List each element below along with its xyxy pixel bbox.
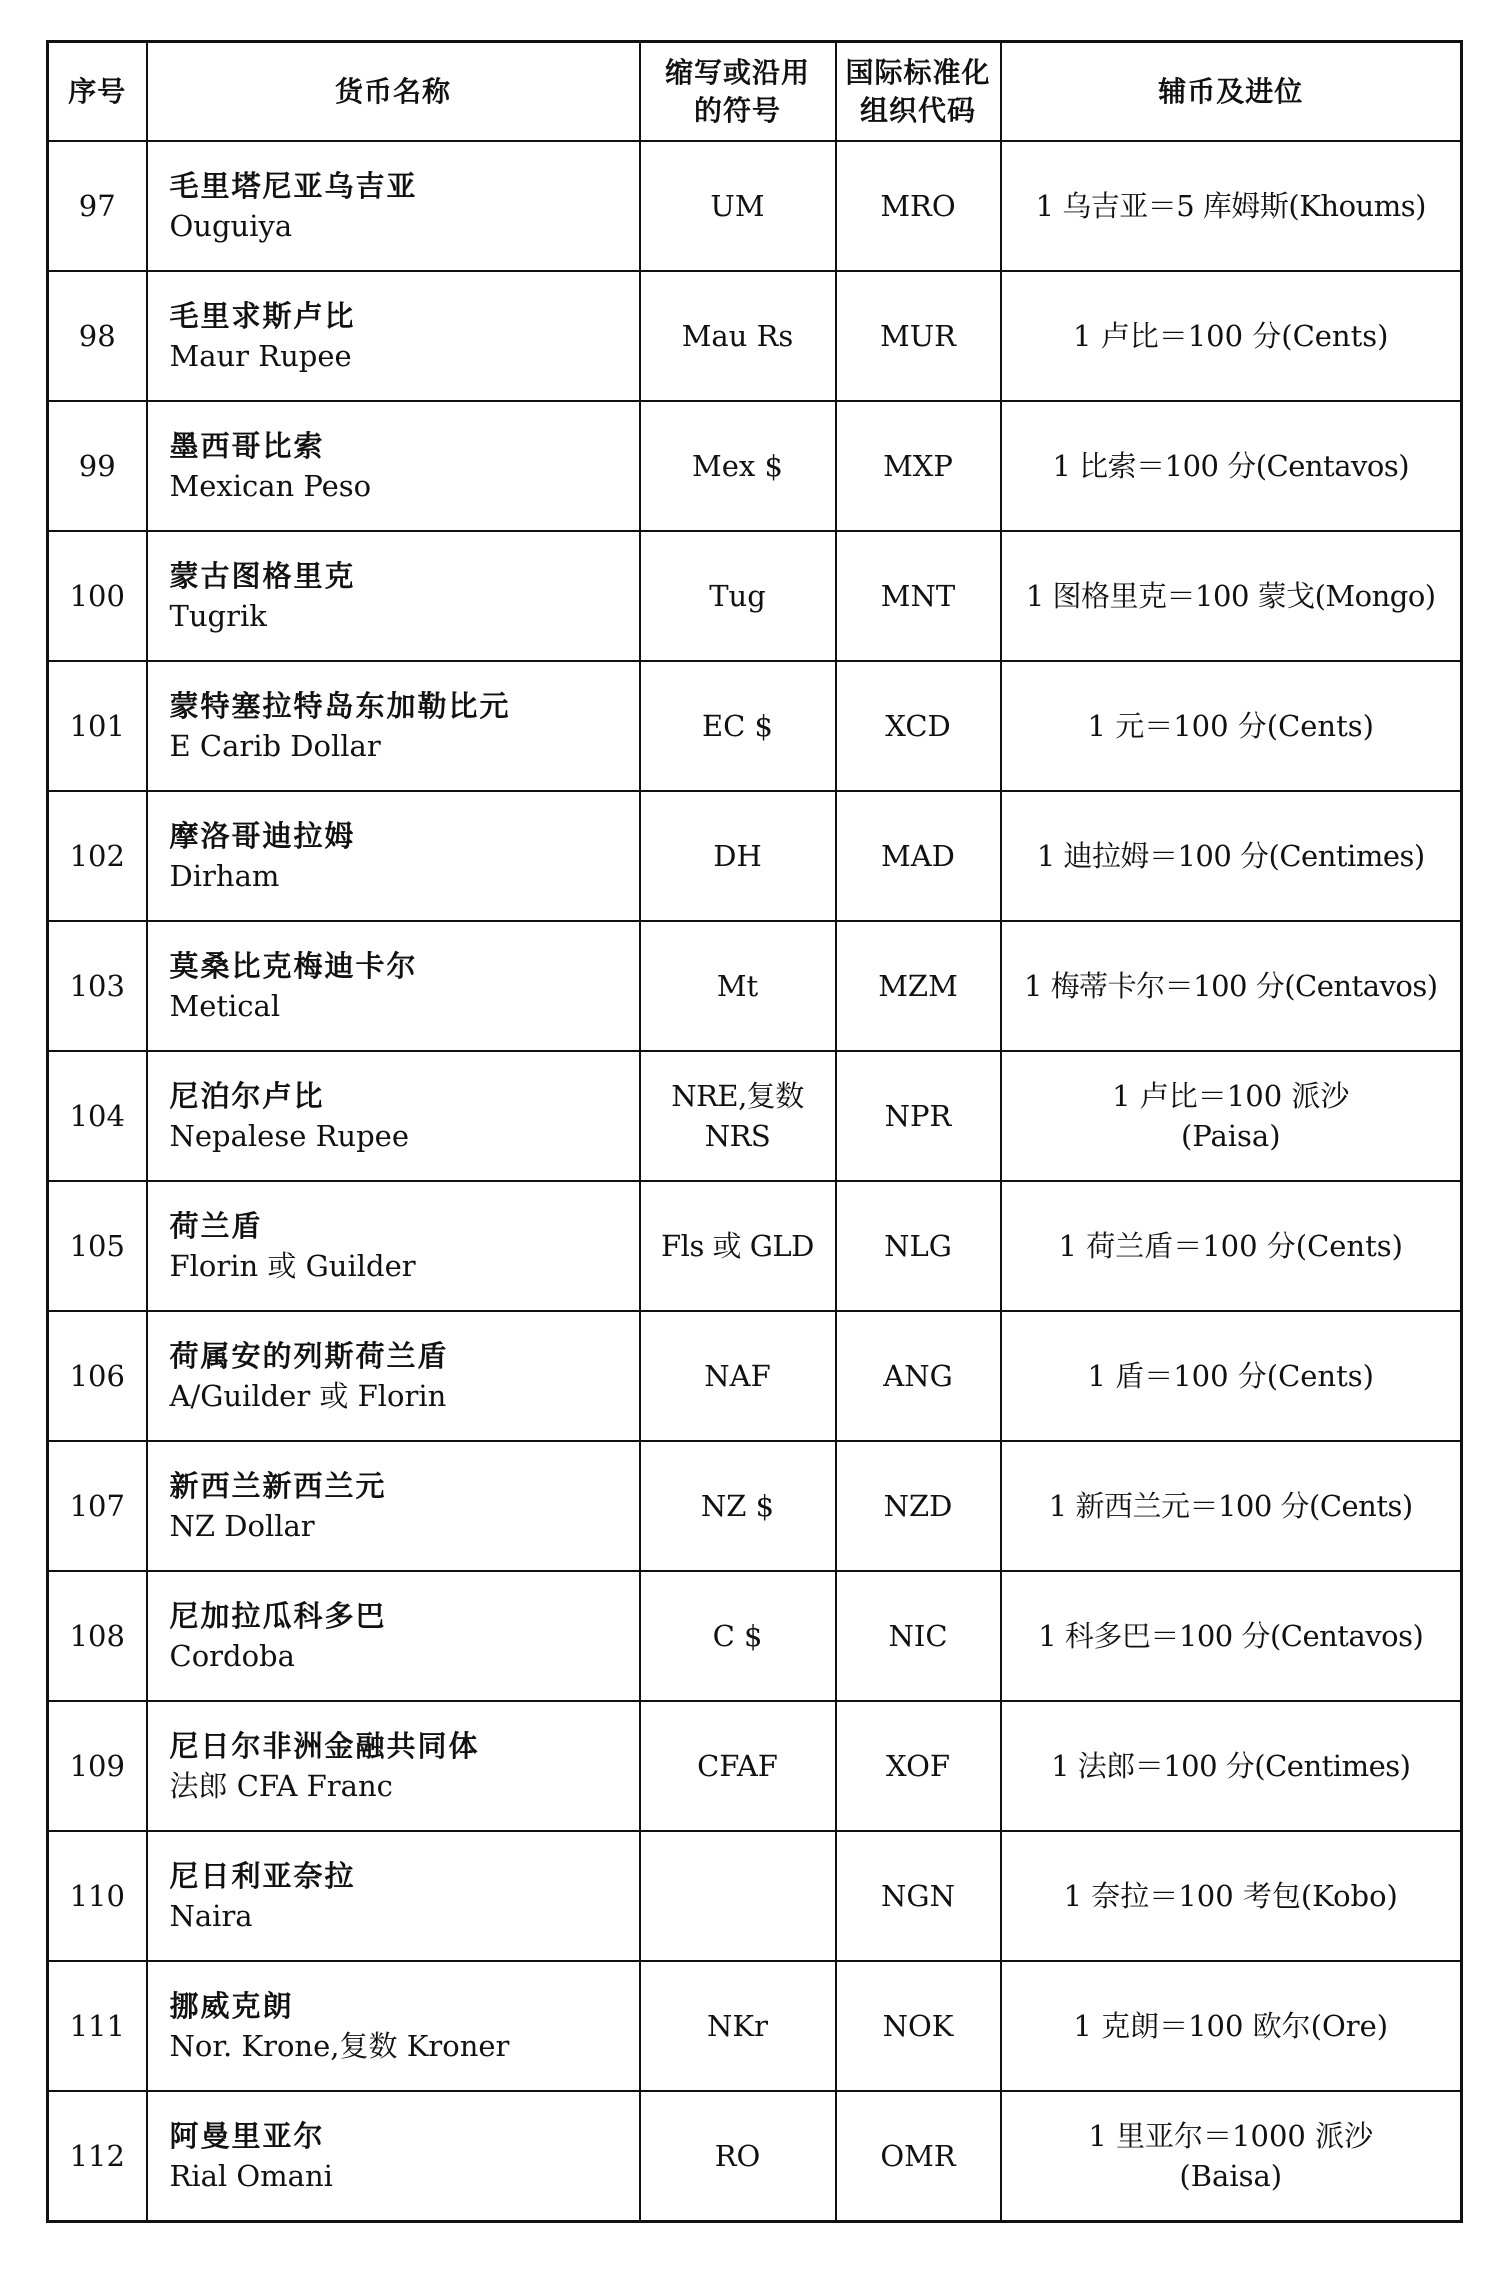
currency-name-cell — [147, 1441, 640, 1571]
subunit-conversion — [1001, 1831, 1462, 1961]
subunit-line: 1 里亚尔＝1000 派沙 — [1088, 2119, 1374, 2153]
currency-table — [46, 40, 1463, 2223]
subunit-line: 1 荷兰盾＝100 分(Cents) — [1058, 1229, 1403, 1263]
iso-code: MRO — [836, 141, 1001, 271]
header-row — [48, 42, 1462, 142]
iso-code: NIC — [836, 1571, 1001, 1701]
header-sub: 辅币及进位 — [1001, 42, 1462, 142]
header-abbr-line: 的符号 — [693, 93, 781, 127]
row-number: 104 — [48, 1051, 147, 1181]
row-number: 100 — [48, 531, 147, 661]
subunit-conversion — [1001, 141, 1462, 271]
iso-code: NLG — [836, 1181, 1001, 1311]
abbreviation: UM — [640, 141, 836, 271]
table-row — [48, 401, 1462, 531]
abbreviation: NKr — [640, 1961, 836, 2091]
currency-name-english: Naira — [169, 1899, 253, 1933]
subunit-line: 1 新西兰元＝100 分(Cents) — [1048, 1489, 1413, 1523]
abbreviation: EC $ — [640, 661, 836, 791]
currency-name-english: Mexican Peso — [169, 469, 372, 503]
currency-name-english: Dirham — [169, 859, 280, 893]
table-body — [48, 141, 1462, 2222]
table-row — [48, 1181, 1462, 1311]
row-number: 110 — [48, 1831, 147, 1961]
currency-name-english: Tugrik — [169, 599, 267, 633]
table-row — [48, 1831, 1462, 1961]
subunit-conversion — [1001, 2091, 1462, 2222]
currency-name-cell — [147, 921, 640, 1051]
currency-name-chinese: 阿曼里亚尔 — [169, 2119, 325, 2153]
subunit-conversion — [1001, 921, 1462, 1051]
iso-code: MZM — [836, 921, 1001, 1051]
abbreviation: C $ — [640, 1571, 836, 1701]
row-number: 106 — [48, 1311, 147, 1441]
currency-name-english: 法郎 CFA Franc — [169, 1769, 393, 1803]
abbreviation: Mt — [640, 921, 836, 1051]
currency-name-cell — [147, 1571, 640, 1701]
iso-code: NOK — [836, 1961, 1001, 2091]
currency-name-chinese: 摩洛哥迪拉姆 — [169, 819, 356, 853]
subunit-conversion — [1001, 1441, 1462, 1571]
header-no: 序号 — [48, 42, 147, 142]
table-row — [48, 271, 1462, 401]
iso-code: MUR — [836, 271, 1001, 401]
currency-name-chinese: 尼日利亚奈拉 — [169, 1859, 356, 1893]
table-row — [48, 2091, 1462, 2222]
row-number: 107 — [48, 1441, 147, 1571]
iso-code: NPR — [836, 1051, 1001, 1181]
table-row — [48, 1311, 1462, 1441]
currency-name-english: A/Guilder 或 Florin — [169, 1379, 447, 1413]
currency-name-cell — [147, 531, 640, 661]
subunit-line: 1 图格里克＝100 蒙戈(Mongo) — [1025, 579, 1436, 613]
subunit-conversion — [1001, 791, 1462, 921]
currency-name-english: Cordoba — [169, 1639, 295, 1673]
iso-code: XOF — [836, 1701, 1001, 1831]
row-number: 102 — [48, 791, 147, 921]
abbreviation: Mau Rs — [640, 271, 836, 401]
subunit-line: 1 乌吉亚＝5 库姆斯(Khoums) — [1035, 189, 1426, 223]
currency-name-cell — [147, 1831, 640, 1961]
currency-name-english: NZ Dollar — [169, 1509, 315, 1543]
currency-name-cell — [147, 791, 640, 921]
currency-name-cell — [147, 401, 640, 531]
currency-name-cell — [147, 1961, 640, 2091]
subunit-conversion — [1001, 1571, 1462, 1701]
row-number: 97 — [48, 141, 147, 271]
abbreviation: Tug — [640, 531, 836, 661]
subunit-conversion — [1001, 1051, 1462, 1181]
row-number: 98 — [48, 271, 147, 401]
row-number: 111 — [48, 1961, 147, 2091]
table-row — [48, 1051, 1462, 1181]
header-abbr-line: 缩写或沿用 — [664, 55, 810, 89]
subunit-line: 1 奈拉＝100 考包(Kobo) — [1063, 1879, 1398, 1913]
document-page — [46, 40, 1460, 2223]
currency-name-chinese: 尼日尔非洲金融共同体 — [169, 1729, 480, 1763]
currency-name-cell — [147, 2091, 640, 2222]
row-number: 112 — [48, 2091, 147, 2222]
header-abbr — [640, 42, 836, 142]
table-row — [48, 531, 1462, 661]
subunit-line: 1 卢比＝100 分(Cents) — [1073, 319, 1389, 353]
table-row — [48, 141, 1462, 271]
table-row — [48, 921, 1462, 1051]
subunit-line: 1 法郎＝100 分(Centimes) — [1051, 1749, 1411, 1783]
abbreviation: Mex $ — [640, 401, 836, 531]
currency-name-chinese: 挪威克朗 — [169, 1989, 294, 2023]
currency-name-cell — [147, 271, 640, 401]
subunit-conversion — [1001, 1701, 1462, 1831]
subunit-line: 1 克朗＝100 欧尔(Ore) — [1073, 2009, 1389, 2043]
iso-code: MNT — [836, 531, 1001, 661]
subunit-conversion — [1001, 271, 1462, 401]
row-number: 105 — [48, 1181, 147, 1311]
currency-name-cell — [147, 1051, 640, 1181]
abbreviation: NZ $ — [640, 1441, 836, 1571]
table-row — [48, 1701, 1462, 1831]
currency-name-cell — [147, 661, 640, 791]
abbreviation: NAF — [640, 1311, 836, 1441]
subunit-line: 1 比索＝100 分(Centavos) — [1052, 449, 1410, 483]
subunit-line: 1 盾＝100 分(Cents) — [1087, 1359, 1374, 1393]
iso-code: OMR — [836, 2091, 1001, 2222]
iso-code: XCD — [836, 661, 1001, 791]
table-row — [48, 1441, 1462, 1571]
header-iso-line: 组织代码 — [859, 93, 976, 127]
currency-name-english: Nepalese Rupee — [169, 1119, 409, 1153]
abbreviation: NRE,复数 NRS — [640, 1051, 836, 1181]
currency-name-english: Ouguiya — [169, 209, 293, 243]
abbreviation: DH — [640, 791, 836, 921]
subunit-line: 1 元＝100 分(Cents) — [1087, 709, 1374, 743]
currency-name-chinese: 蒙特塞拉特岛东加勒比元 — [169, 689, 511, 723]
table-row — [48, 661, 1462, 791]
subunit-conversion — [1001, 401, 1462, 531]
subunit-conversion — [1001, 531, 1462, 661]
header-name: 货币名称 — [147, 42, 640, 142]
currency-name-chinese: 荷属安的列斯荷兰盾 — [169, 1339, 449, 1373]
row-number: 108 — [48, 1571, 147, 1701]
currency-name-chinese: 墨西哥比索 — [169, 429, 325, 463]
currency-name-cell — [147, 1311, 640, 1441]
table-row — [48, 791, 1462, 921]
currency-name-chinese: 莫桑比克梅迪卡尔 — [169, 949, 418, 983]
subunit-conversion — [1001, 661, 1462, 791]
header-iso — [836, 42, 1001, 142]
subunit-line: 1 科多巴＝100 分(Centavos) — [1038, 1619, 1424, 1653]
currency-name-cell — [147, 1181, 640, 1311]
subunit-conversion — [1001, 1181, 1462, 1311]
currency-name-chinese: 尼加拉瓜科多巴 — [169, 1599, 387, 1633]
header-iso-line: 国际标准化 — [845, 55, 991, 89]
subunit-line: 1 迪拉姆＝100 分(Centimes) — [1036, 839, 1425, 873]
currency-name-english: Nor. Krone,复数 Kroner — [169, 2029, 510, 2063]
currency-name-chinese: 尼泊尔卢比 — [169, 1079, 325, 1113]
currency-name-chinese: 新西兰新西兰元 — [169, 1469, 387, 1503]
row-number: 109 — [48, 1701, 147, 1831]
iso-code: MAD — [836, 791, 1001, 921]
currency-name-cell — [147, 1701, 640, 1831]
row-number: 99 — [48, 401, 147, 531]
subunit-line: 1 梅蒂卡尔＝100 分(Centavos) — [1023, 969, 1438, 1003]
currency-name-english: Florin 或 Guilder — [169, 1249, 416, 1283]
currency-name-chinese: 毛里塔尼亚乌吉亚 — [169, 169, 418, 203]
currency-name-chinese: 荷兰盾 — [169, 1209, 263, 1243]
iso-code: MXP — [836, 401, 1001, 531]
currency-name-chinese: 蒙古图格里克 — [169, 559, 356, 593]
row-number: 103 — [48, 921, 147, 1051]
abbreviation — [640, 1831, 836, 1961]
subunit-conversion — [1001, 1961, 1462, 2091]
subunit-line: (Baisa) — [1179, 2159, 1283, 2193]
abbreviation: Fls 或 GLD — [640, 1181, 836, 1311]
abbreviation: RO — [640, 2091, 836, 2222]
subunit-line: (Paisa) — [1180, 1119, 1281, 1153]
table-row — [48, 1961, 1462, 2091]
currency-name-english: E Carib Dollar — [169, 729, 381, 763]
abbreviation: CFAF — [640, 1701, 836, 1831]
iso-code: ANG — [836, 1311, 1001, 1441]
subunit-line: 1 卢比＝100 派沙 — [1112, 1079, 1350, 1113]
currency-name-english: Metical — [169, 989, 281, 1023]
subunit-conversion — [1001, 1311, 1462, 1441]
iso-code: NZD — [836, 1441, 1001, 1571]
currency-name-cell — [147, 141, 640, 271]
table-row — [48, 1571, 1462, 1701]
currency-name-english: Maur Rupee — [169, 339, 352, 373]
currency-name-chinese: 毛里求斯卢比 — [169, 299, 356, 333]
row-number: 101 — [48, 661, 147, 791]
iso-code: NGN — [836, 1831, 1001, 1961]
currency-name-english: Rial Omani — [169, 2159, 333, 2193]
